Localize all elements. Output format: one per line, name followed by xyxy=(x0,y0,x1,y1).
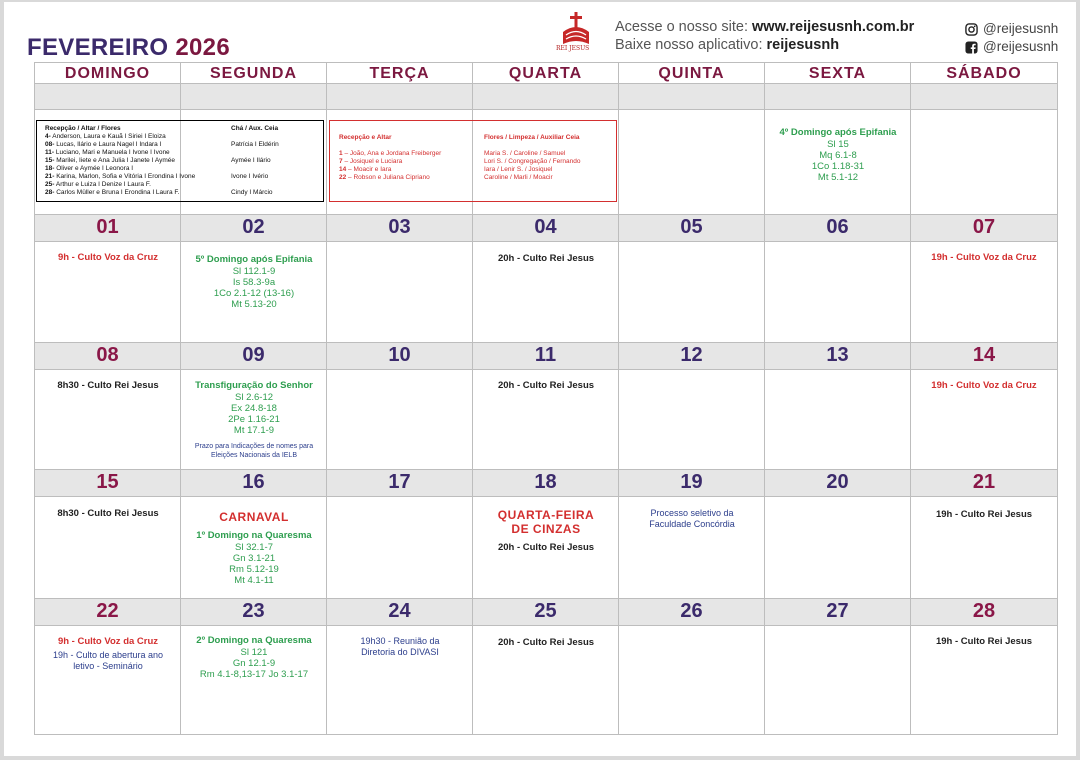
date-cell[interactable]: 20 xyxy=(826,471,849,493)
reading: Mt 5.13-20 xyxy=(231,299,277,310)
reading: Sl 121 xyxy=(240,647,268,658)
app-line xyxy=(615,36,914,54)
note: Processo seletivo da xyxy=(650,508,734,518)
weekday-monday: SEGUNDA xyxy=(209,65,297,82)
liturgy-block xyxy=(181,635,327,680)
reading: Sl 112.1-9 xyxy=(232,266,276,277)
event: 8h30 - Culto Rei Jesus xyxy=(57,508,159,519)
sunday-events xyxy=(35,636,181,672)
liturgy-title: Transfiguração do Senhor xyxy=(195,380,313,391)
ash-wednesday-block xyxy=(473,508,619,554)
reading: 2Pe 1.16-21 xyxy=(228,414,280,425)
flowers-header: Flores / Limpeza / Auxiliar Ceia xyxy=(484,134,580,141)
schedule-row: 25- Arthur e Luiza I Denize I Laura F. xyxy=(45,181,151,188)
facebook-row[interactable] xyxy=(965,38,1058,56)
date-cell[interactable]: 08 xyxy=(96,344,119,366)
event: 20h - Culto Rei Jesus xyxy=(497,637,595,648)
calendar-title xyxy=(27,34,230,62)
reading: Mq 6.1-8 xyxy=(819,150,857,161)
event: 19h - Culto Rei Jesus xyxy=(935,509,1033,520)
weekday-thursday: QUINTA xyxy=(658,65,725,82)
date-cell[interactable]: 23 xyxy=(242,600,265,622)
event: 20h - Culto Rei Jesus xyxy=(497,380,595,391)
note: 19h - Culto de abertura ano xyxy=(52,650,164,660)
event: 19h - Culto Voz da Cruz xyxy=(931,380,1037,391)
flowers-row: Caroline / Marli / Moacir xyxy=(484,174,553,181)
schedule-header: Recepção / Altar / Flores xyxy=(45,125,121,132)
blank-band xyxy=(35,83,1057,110)
calendar-sheet xyxy=(4,2,1076,756)
reading: Gn 12.1-9 xyxy=(232,658,276,669)
weekday-sunday: DOMINGO xyxy=(64,65,151,82)
reading: Mt 4.1-11 xyxy=(234,575,274,586)
date-cell[interactable]: 05 xyxy=(680,216,703,238)
site-info xyxy=(615,18,914,54)
reception-header: Recepção e Altar xyxy=(339,134,392,141)
schedule-row: 15- Marilei, Iiete e Ana Julia I Janete I Aymée xyxy=(45,157,175,164)
schedule-box xyxy=(36,120,324,202)
liturgy-block xyxy=(181,254,327,310)
date-cell[interactable]: 24 xyxy=(388,600,411,622)
date-cell[interactable]: 14 xyxy=(972,344,996,366)
thursday-note xyxy=(619,508,765,530)
liturgy-title: 4º Domingo após Epifania xyxy=(779,127,897,138)
date-cell[interactable]: 28 xyxy=(972,600,996,622)
date-cell[interactable]: 18 xyxy=(534,471,557,493)
cha-row: Patrícia I Eldérin xyxy=(231,141,279,148)
reception-row: 14 – Moacir e Iara xyxy=(339,166,392,173)
date-cell[interactable]: 09 xyxy=(242,344,265,366)
date-cell[interactable]: 19 xyxy=(680,471,703,493)
facebook-handle: @reijesusnh xyxy=(983,39,1059,54)
instagram-handle: @reijesusnh xyxy=(983,21,1059,36)
weekday-tuesday: TERÇA xyxy=(369,65,430,82)
logo-text: REI JESUS xyxy=(556,45,590,52)
reading: 1Co 1.18-31 xyxy=(811,161,865,172)
date-cell[interactable]: 26 xyxy=(680,600,703,622)
reading: Gn 3.1-21 xyxy=(232,553,276,564)
date-cell[interactable]: 03 xyxy=(388,216,411,238)
holiday-label: DE CINZAS xyxy=(511,522,581,536)
event: 8h30 - Culto Rei Jesus xyxy=(57,380,159,391)
app-prefix: Baixe nosso aplicativo: xyxy=(615,37,763,53)
date-cell[interactable]: 01 xyxy=(96,216,119,238)
facebook-icon xyxy=(965,41,978,54)
event: 20h - Culto Rei Jesus xyxy=(497,253,595,264)
date-cell[interactable]: 06 xyxy=(826,216,849,238)
reading: Rm 5.12-19 xyxy=(229,564,279,575)
date-cell[interactable]: 07 xyxy=(972,216,996,238)
note: letivo - Seminário xyxy=(73,661,143,671)
instagram-row[interactable] xyxy=(965,20,1058,38)
date-cell[interactable]: 17 xyxy=(388,471,411,493)
reading: Sl 15 xyxy=(827,139,849,150)
schedule-row: 18- Oliver e Aymée I Leonora I xyxy=(45,165,134,172)
date-cell[interactable]: 27 xyxy=(826,600,849,622)
note: 19h30 - Reunião da xyxy=(360,636,440,646)
reading: Sl 32.1-7 xyxy=(234,542,274,553)
holiday-label: CARNAVAL xyxy=(219,510,289,524)
reading: 1Co 2.1-12 (13-16) xyxy=(213,288,295,299)
event: 20h - Culto Rei Jesus xyxy=(497,542,595,553)
reading: Ex 24.8-18 xyxy=(231,403,277,414)
date-cell[interactable]: 12 xyxy=(680,344,703,366)
reading: Mt 5.1-12 xyxy=(817,172,859,183)
note: Diretoria do DIVASI xyxy=(361,647,439,657)
schedule-row: 21- Karina, Marlon, Sofia e Vitória I Erondina I Ivone xyxy=(45,173,196,180)
date-cell[interactable]: 11 xyxy=(534,344,557,366)
event: 19h - Culto Voz da Cruz xyxy=(931,252,1037,263)
flowers-row: Maria S. / Caroline / Samuel xyxy=(484,150,566,157)
cha-row: Cindy I Márcio xyxy=(231,189,273,196)
friday-pre-liturgy xyxy=(765,127,911,183)
note: Prazo para Indicações de nomes para xyxy=(194,443,314,450)
date-cell[interactable]: 21 xyxy=(972,471,996,493)
liturgy-title: 2º Domingo na Quaresma xyxy=(196,635,312,646)
reception-row: 1 – João, Ana e Jordana Freiberger xyxy=(339,150,442,157)
date-cell[interactable]: 02 xyxy=(242,216,265,238)
site-prefix: Acesse o nosso site: xyxy=(615,19,748,35)
event: 9h - Culto Voz da Cruz xyxy=(57,252,159,263)
schedule-row: 4- Anderson, Laura e Kauã I Siriei I Eloiza xyxy=(45,133,166,140)
flowers-row: Lori S. / Congregação / Fernando xyxy=(484,158,581,165)
liturgy-block xyxy=(181,510,327,586)
schedule-row: 28- Carlos Müller e Bruna I Erondina I Laura F. xyxy=(45,189,180,196)
reception-row: 22 – Robson e Juliana Cipriano xyxy=(339,174,430,181)
weekday-saturday: SÁBADO xyxy=(946,65,1022,82)
site-line xyxy=(615,18,914,36)
holiday-label: QUARTA-FEIRA xyxy=(497,508,595,522)
reading: Mt 17.1-9 xyxy=(233,425,275,436)
social-links xyxy=(965,20,1058,56)
date-cell[interactable]: 16 xyxy=(242,471,265,493)
date-cell[interactable]: 04 xyxy=(534,216,557,238)
weekday-friday: SEXTA xyxy=(808,65,867,82)
app-name: reijesusnh xyxy=(766,37,840,53)
event: 19h - Culto Rei Jesus xyxy=(935,636,1033,647)
tuesday-note xyxy=(327,636,473,658)
note: Eleições Nacionais da IELB xyxy=(211,452,297,459)
reception-row: 7 – Josiquel e Luciara xyxy=(339,158,403,165)
date-cell[interactable]: 15 xyxy=(96,471,119,493)
cha-header: Chá / Aux. Ceia xyxy=(231,125,279,132)
liturgy-block xyxy=(181,380,327,460)
date-cell[interactable]: 22 xyxy=(96,600,119,622)
liturgy-title: 5º Domingo após Epifania xyxy=(195,254,313,265)
reading: Sl 2.6-12 xyxy=(234,392,274,403)
schedule-row: 08- Lucas, Ilário e Laura Nagel I Indara I xyxy=(45,141,162,148)
site-url-link[interactable]: www.reijesusnh.com.br xyxy=(752,19,915,35)
weekday-wednesday: QUARTA xyxy=(508,65,583,82)
reception-box xyxy=(329,120,617,202)
month-title: FEVEREIRO xyxy=(27,34,169,61)
date-cell[interactable]: 25 xyxy=(534,600,557,622)
cha-row: Ivone I Ivério xyxy=(231,173,269,180)
event: 9h - Culto Voz da Cruz xyxy=(57,636,159,647)
flowers-row: Iara / Lenir S. / Josiquel xyxy=(484,166,553,173)
date-cell[interactable]: 10 xyxy=(388,344,411,366)
cha-row: Aymée I Ilário xyxy=(231,157,271,164)
schedule-row: 11- Luciano, Mari e Manuela I Ivone I Ivone xyxy=(45,149,170,156)
year-title: 2026 xyxy=(175,34,230,61)
reading: Is 58.3-9a xyxy=(232,277,276,288)
note: Faculdade Concórdia xyxy=(649,519,735,529)
reading: Rm 4.1-8,13-17 Jo 3.1-17 xyxy=(199,669,309,680)
date-cell[interactable]: 13 xyxy=(826,344,849,366)
instagram-icon xyxy=(965,23,978,36)
col-divider xyxy=(618,63,619,734)
liturgy-title: 1º Domingo na Quaresma xyxy=(196,530,312,541)
